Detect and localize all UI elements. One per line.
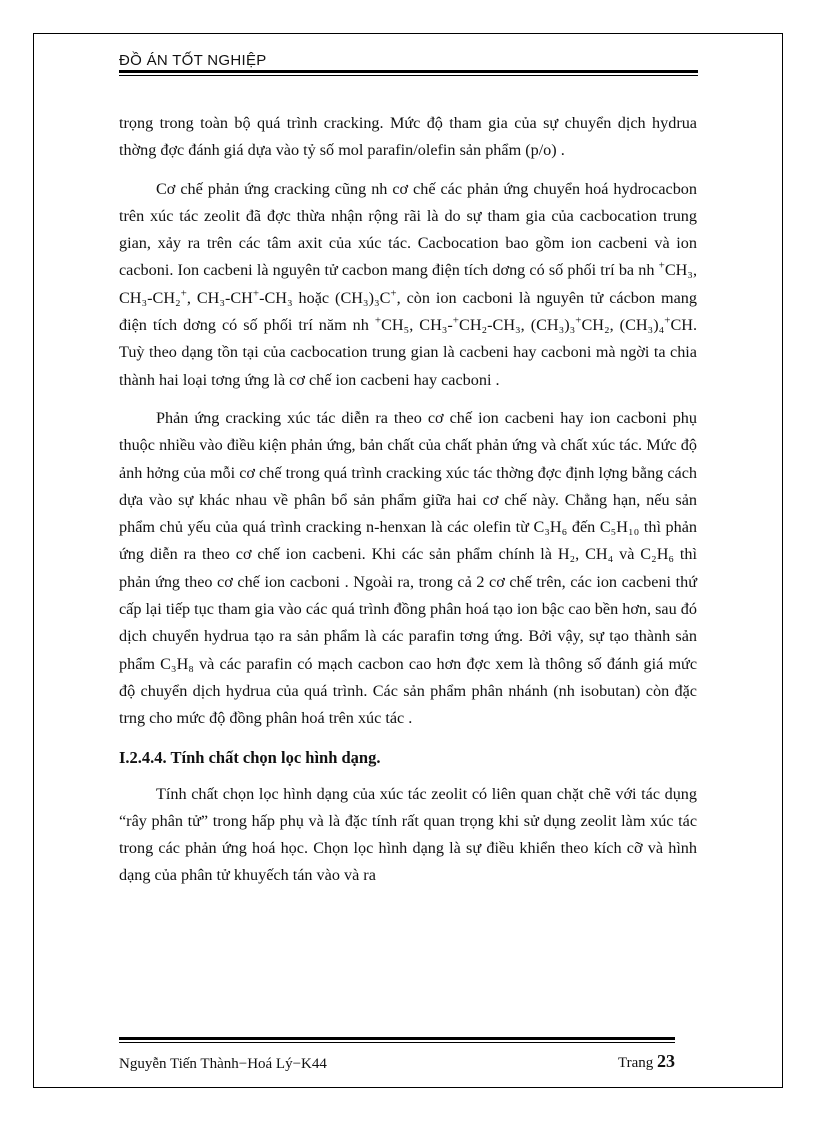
sup-plus: + bbox=[658, 260, 665, 273]
p2-text-c: , CH₃-CH bbox=[186, 288, 253, 307]
p2-text-f: CH₅, CH₃- bbox=[381, 316, 453, 335]
paragraph-shape-selectivity: Tính chất chọn lọc hình dạng của xúc tác zeolit có liên quan chặt chẽ với tác dụng “rây phân tử” trong hấp phụ và là đặc tính rất quan trọng khi sử dụng zeolit làm xúc tác trong các phản ứng hoá học. Chọn lọc hình dạng là sự điều khiển theo kích cỡ và hình dạng của phân tử khuyếch tán vào và ra bbox=[119, 784, 697, 885]
sup-plus: + bbox=[374, 314, 382, 327]
sup-plus: + bbox=[252, 287, 260, 300]
p2-text-h: CH₂, (CH₃)₄ bbox=[581, 316, 665, 335]
footer-page bbox=[618, 1051, 675, 1072]
paragraph-mechanism bbox=[119, 176, 697, 394]
footer-rule-thick bbox=[119, 1037, 675, 1040]
header-rule-thin bbox=[119, 75, 698, 76]
sup-plus: + bbox=[575, 314, 582, 327]
p2-text-b: CH₃, CH₃-CH₂ bbox=[119, 261, 697, 307]
footer-author: Nguyễn Tiến Thành−Hoá Lý−K44 bbox=[119, 1056, 327, 1072]
p2-text-a: Cơ chế phản ứng cracking cũng nh cơ chế các phản ứng chuyển hoá hydrocacbon trên xúc tác zeolit đã đợc thừa nhận rộng rãi là do sự tham gia của cacbocation trung gian, xảy ra trên các tâm axit của xúc tác. Cacbocation bao gồm ion cacbeni và ion cacboni. Ion cacbeni là nguyên tử cacbon mang điện tích dơng có số phối trí ba nh bbox=[119, 179, 697, 280]
sup-plus: + bbox=[452, 314, 460, 327]
sup-plus: + bbox=[664, 314, 671, 327]
document-body bbox=[119, 110, 697, 901]
header-title: ĐỒ ÁN TỐT NGHIỆP bbox=[119, 52, 267, 69]
page-number: 23 bbox=[657, 1051, 676, 1071]
section-heading: I.2.4.4. Tính chất chọn lọc hình dạng. bbox=[119, 747, 381, 767]
paragraph-continuation: trọng trong toàn bộ quá trình cracking. Mức độ tham gia của sự chuyển dịch hydrua thờng đợc đánh giá dựa vào tỷ số mol parafin/olefin sản phẩm (p/o) . bbox=[119, 114, 697, 160]
header-rule-thick bbox=[119, 70, 698, 73]
paragraph-cracking: Phản ứng cracking xúc tác diễn ra theo cơ chế ion cacbeni hay ion cacboni phụ thuộc nhiều vào điều kiện phản ứng, bản chất của chất phản ứng và chất xúc tác. Mức độ ảnh hởng của mỗi cơ chế trong quá trình cracking xúc tác thờng đợc định lợng bằng cách dựa vào sự khác nhau về phân bổ sản phẩm giữa hai cơ chế này. Chẳng hạn, nếu sản phẩm chủ yếu của quá trình cracking n-henxan là các olefin từ C₃H₆ đến C₅H₁₀ thì phản ứng diễn ra theo cơ chế ion cacbeni. Khi các sản phẩm chính là H₂, CH₄ và C₂H₆ thì phản ứng theo cơ chế ion cacboni . Ngoài ra, trong cả 2 cơ chế trên, các ion cacbeni thứ cấp lại tiếp tục tham gia vào các quá trình đồng phân hoá tạo ion bậc cao bền hơn, sau đó dịch chuyển hydrua tạo ra sản phẩm là các parafin tơng ứng. Bởi vậy, sự tạo thành sản phẩm C₃H₈ và các parafin có mạch cacbon cao hơn đợc xem là thông số đánh giá mức độ chuyển dịch hydrua của quá trình. Các sản phẩm phân nhánh (nh isobutan) còn đặc trng cho mức độ đồng phân hoá trên xúc tác . bbox=[119, 408, 697, 728]
p2-text-e: , còn ion cacboni là nguyên tử cácbon mang điện tích dơng có số phối trí năm nh bbox=[119, 288, 697, 335]
p2-text-d: -CH₃ hoặc (CH₃)₃C bbox=[259, 288, 391, 307]
page-label: Trang bbox=[618, 1055, 654, 1071]
p2-text-i: CH. Tuỳ theo dạng tồn tại của cacbocation trung gian là cacbeni hay cacboni mà ngời ta chia thành hai loại tơng ứng là cơ chế ion cacbeni hay cacboni . bbox=[119, 316, 697, 389]
sup-plus: + bbox=[180, 287, 187, 300]
sup-plus: + bbox=[390, 287, 397, 300]
p2-text-g: CH₂-CH₃, (CH₃)₃ bbox=[459, 316, 576, 335]
footer-rule-thin bbox=[119, 1042, 675, 1043]
